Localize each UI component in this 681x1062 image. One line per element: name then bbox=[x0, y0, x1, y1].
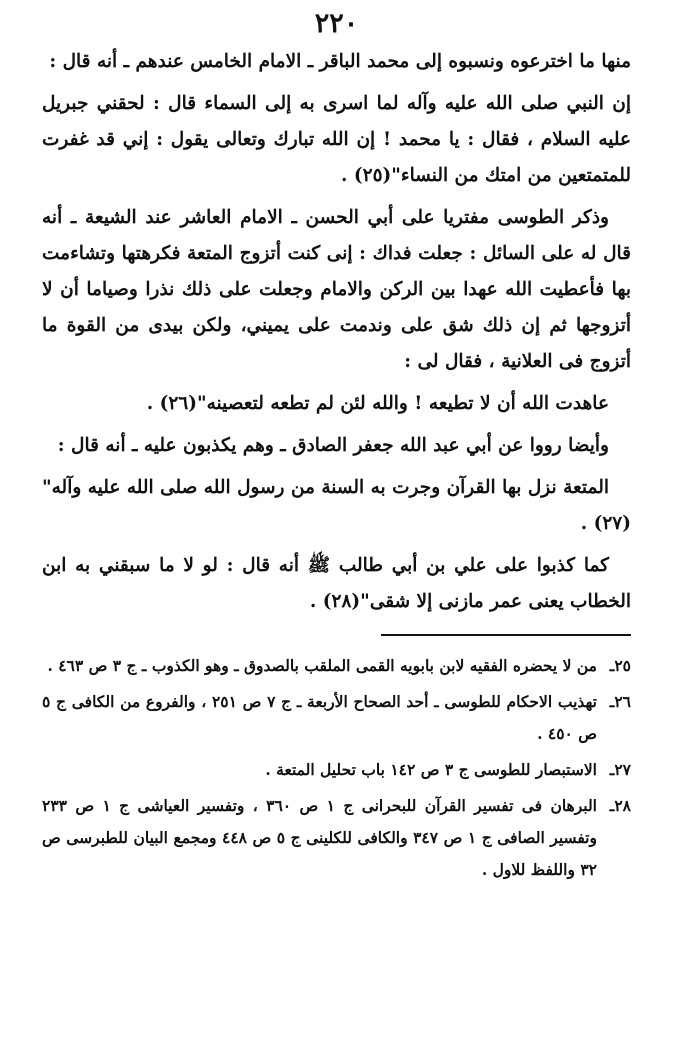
paragraph-4: عاهدت الله أن لا تطيعه ! والله لئن لم تطعه لتعصينه"(٢٦) . bbox=[146, 393, 609, 414]
footnote-divider bbox=[381, 634, 631, 636]
body-text bbox=[42, 44, 631, 620]
footnote-text: الاستبصار للطوسى ج ٣ ص ١٤٢ باب تحليل المتعة . bbox=[265, 760, 597, 779]
paragraph-5: وأيضا رووا عن أبي عبد الله جعفر الصادق ـ وهم يكذبون عليه ـ أنه قال : bbox=[57, 435, 609, 456]
footnote-number: ٢٧ـ bbox=[609, 760, 631, 779]
footnote bbox=[42, 790, 631, 886]
footnote-number: ٢٥ـ bbox=[609, 656, 631, 675]
footnote-number: ٢٨ـ bbox=[609, 796, 631, 815]
paragraph-3: وذكر الطوسى مفتريا على أبي الحسن ـ الامام العاشر عند الشيعة ـ أنه قال له على السائل : جعلت فداك : إنى كنت أتزوج المتعة فكرهتها وتشاءمت بها فأعطيت الله عهدا بين الركن والامام وجعلت على ذلك نذرا وصياما أن لا أتزوجها ثم إن ذلك شق على وندمت على يميني، ولكن بيدى من القوة ما أتزوج فى العلانية ، فقال لى : bbox=[42, 207, 631, 372]
footnote-text: البرهان فى تفسير القرآن للبحرانى ج ١ ص ٣٦٠ ، وتفسير العياشى ج ١ ص ٢٣٣ وتفسير الصافى ج ١ ص ٣٤٧ والكافى للكلينى ج ٥ ص ٤٤٨ ومجمع البيان للطبرسى ص ٣٢ واللفظ للاول . bbox=[42, 796, 597, 879]
paragraph-1: منها ما اخترعوه ونسبوه إلى محمد الباقر ـ الامام الخامس عندهم ـ أنه قال : bbox=[49, 51, 631, 72]
footnote-text: من لا يحضره الفقيه لابن بابويه القمى الملقب بالصدوق ـ وهو الكذوب ـ ج ٣ ص ٤٦٣ . bbox=[47, 656, 597, 675]
footnotes bbox=[42, 650, 631, 886]
footnote bbox=[42, 754, 631, 786]
paragraph-6: المتعة نزل بها القرآن وجرت به السنة من رسول الله صلى الله عليه وآله"(٢٧) . bbox=[42, 477, 631, 534]
page-number: ٢٢٠ bbox=[314, 8, 359, 39]
paragraph-7: كما كذبوا على علي بن أبي طالب ﷺ أنه قال : لو لا ما سبقني به ابن الخطاب يعنى عمر مازنى إلا شقى"(٢٨) . bbox=[42, 555, 631, 612]
paragraph-2: إن النبي صلى الله عليه وآله لما اسرى به إلى السماء قال : لحقني جبريل عليه السلام ، فقال : يا محمد ! إن الله تبارك وتعالى يقول : إني قد غفرت للمتمتعين من امتك من النساء"(٢٥) . bbox=[42, 93, 631, 186]
footnote bbox=[42, 650, 631, 682]
footnote-number: ٢٦ـ bbox=[609, 692, 631, 711]
footnote-text: تهذيب الاحكام للطوسى ـ أحد الصحاح الأربعة ـ ج ٧ ص ٢٥١ ، والفروع من الكافى ج ٥ ص ٤٥٠ . bbox=[42, 692, 597, 743]
footnote bbox=[42, 686, 631, 750]
